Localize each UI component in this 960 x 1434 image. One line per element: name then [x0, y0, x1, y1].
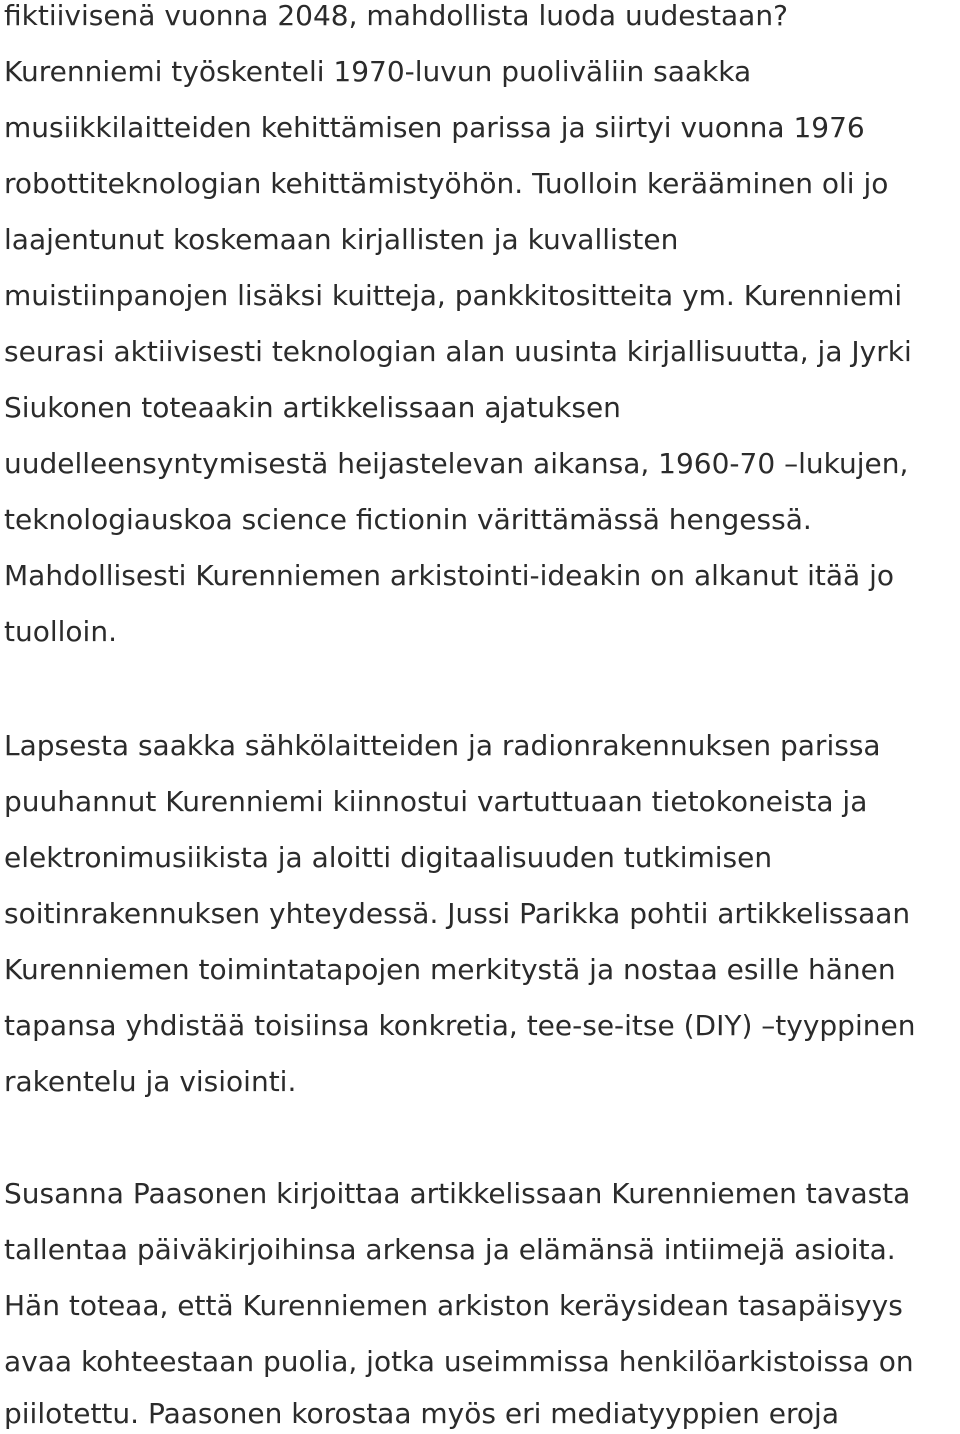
text-line: soitinrakennuksen yhteydessä. Jussi Parikka pohtii artikkelissaan [4, 897, 911, 930]
text-line: Kurenniemi työskenteli 1970-luvun puoliväliin saakka [4, 55, 752, 88]
text-line: puuhannut Kurenniemi kiinnostui vartuttuaan tietokoneista ja [4, 785, 868, 818]
text-line: Hän toteaa, että Kurenniemen arkiston keräysidean tasapäisyys [4, 1289, 903, 1322]
text-line: Kurenniemen toimintatapojen merkitystä ja nostaa esille hänen [4, 953, 896, 986]
text-line: laajentunut koskemaan kirjallisten ja kuvallisten [4, 223, 679, 256]
text-line: piilotettu. Paasonen korostaa myös eri mediatyyppien eroja [4, 1397, 839, 1430]
text-line: tallentaa päiväkirjoihinsa arkensa ja elämänsä intiimejä asioita. [4, 1233, 896, 1266]
text-line: elektronimusiikista ja aloitti digitaalisuuden tutkimisen [4, 841, 773, 874]
text-line: Mahdollisesti Kurenniemen arkistointi-ideakin on alkanut itää jo [4, 559, 895, 592]
text-line: robottiteknologian kehittämistyöhön. Tuolloin kerääminen oli jo [4, 167, 889, 200]
text-line: Susanna Paasonen kirjoittaa artikkelissaan Kurenniemen tavasta [4, 1177, 911, 1210]
text-line: rakentelu ja visiointi. [4, 1065, 297, 1098]
text-line: musiikkilaitteiden kehittämisen parissa ja siirtyi vuonna 1976 [4, 111, 865, 144]
text-line: fiktiivisenä vuonna 2048, mahdollista luoda uudestaan? [4, 0, 788, 32]
text-line: avaa kohteestaan puolia, jotka useimmissa henkilöarkistoissa on [4, 1345, 914, 1378]
text-line: Lapsesta saakka sähkölaitteiden ja radionrakennuksen parissa [4, 729, 881, 762]
text-line: teknologiauskoa science fictionin värittämässä hengessä. [4, 503, 812, 536]
text-line: seurasi aktiivisesti teknologian alan uusinta kirjallisuutta, ja Jyrki [4, 335, 912, 368]
text-line: muistiinpanojen lisäksi kuitteja, pankkitositteita ym. Kurenniemi [4, 279, 903, 312]
text-line: uudelleensyntymisestä heijastelevan aikansa, 1960-70 –lukujen, [4, 447, 909, 480]
text-line: Siukonen toteaakin artikkelissaan ajatuksen [4, 391, 621, 424]
text-line: tapansa yhdistää toisiinsa konkretia, tee-se-itse (DIY) –tyyppinen [4, 1009, 916, 1042]
text-line: tuolloin. [4, 615, 117, 648]
